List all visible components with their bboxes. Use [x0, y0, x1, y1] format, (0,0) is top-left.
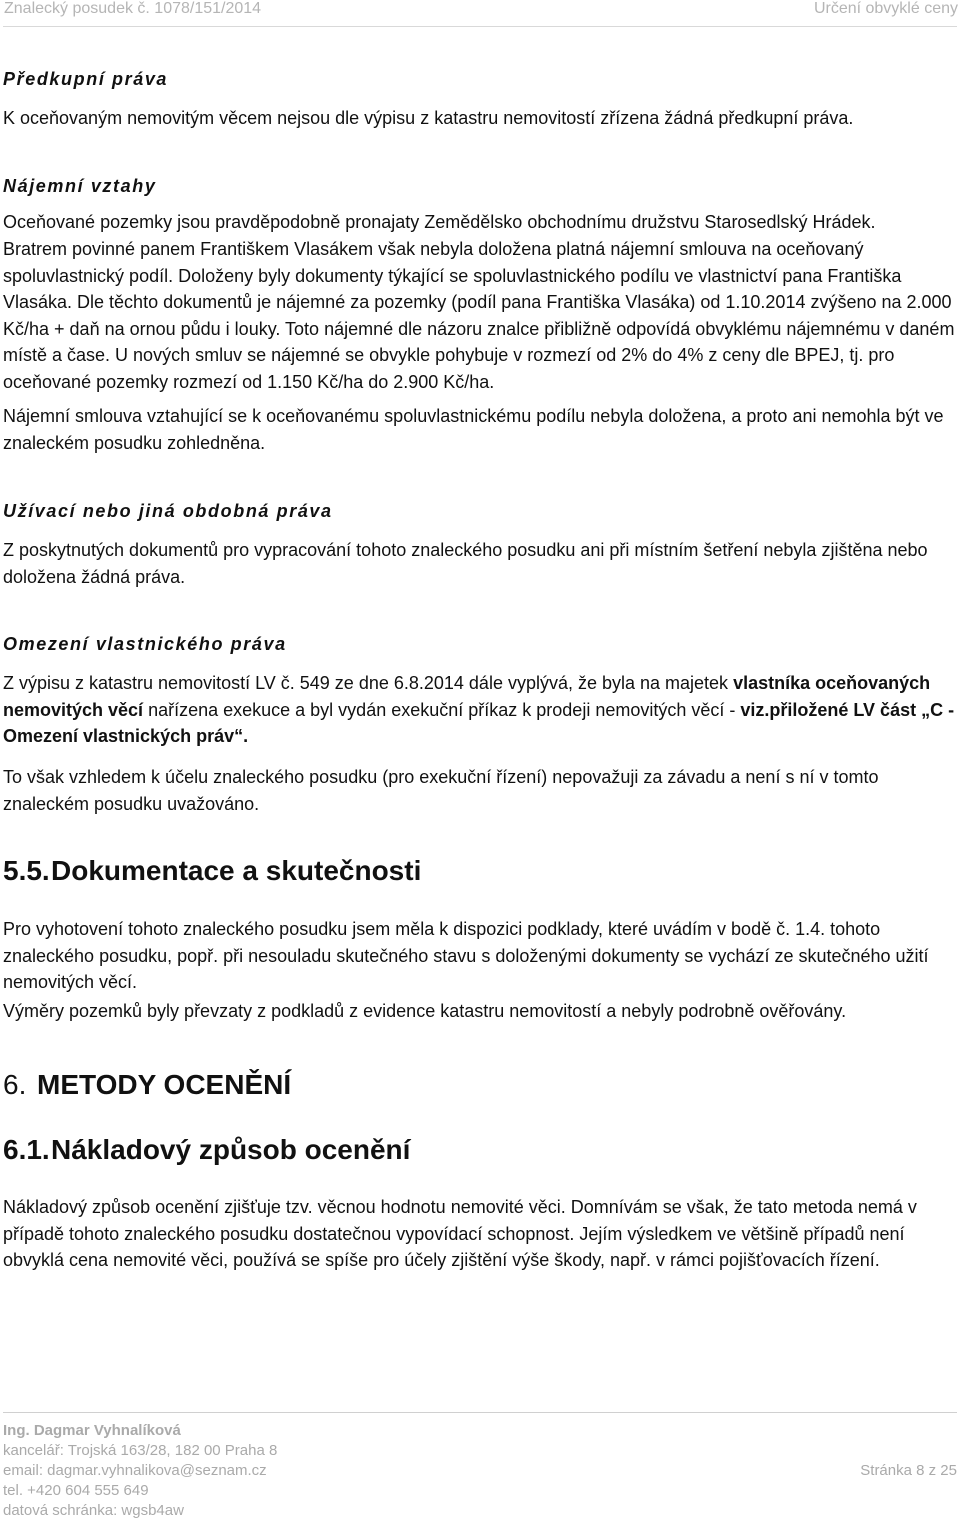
- paragraph-uzivaci-prava: Z poskytnutých dokumentů pro vypracování tohoto znaleckého posudku ani při místním šetření nebyla zjištěna nebo doložena žádná práva.: [3, 540, 928, 587]
- heading-uzivaci-prava: Užívací nebo jiná obdobná práva: [3, 501, 333, 521]
- paragraph-najemni-1: Oceňované pozemky jsou pravděpodobně pronajaty Zemědělsko obchodnímu družstvu Starosedlský Hrádek.: [3, 212, 876, 232]
- heading-dokumentace-title: Dokumentace a skutečnosti: [51, 855, 422, 886]
- page-footer: [3, 1421, 277, 1521]
- omezeni-text-a: Z výpisu z katastru nemovitostí LV č. 549 ze dne 6.8.2014 dále vyplývá, že byla na majetek: [3, 673, 734, 693]
- header-divider: [3, 26, 957, 27]
- footer-email: email: dagmar.vyhnalikova@seznam.cz: [3, 1462, 267, 1479]
- paragraph-omezeni-1: [3, 670, 957, 750]
- heading-metody-oceneni: [3, 1068, 291, 1102]
- footer-phone: tel. +420 604 555 649: [3, 1482, 149, 1499]
- heading-najemni-vztahy: Nájemní vztahy: [3, 176, 157, 196]
- footer-databox: datová schránka: wgsb4aw: [3, 1502, 184, 1519]
- paragraph-dokumentace-2: Výměry pozemků byly převzaty z podkladů z evidence katastru nemovitostí a nebyly podrobně ověřovány.: [3, 1001, 847, 1021]
- paragraph-najemni-2: Bratrem povinné panem Františkem Vlasákem však nebyla doložena platná nájemní smlouva na oceňovaný spoluvlastnický podíl. Doloženy byly dokumenty týkající se spoluvlastnického podílu ve vlastnictví pana Františka Vlasáka. Dle těchto dokumentů je nájemné za pozemky (podíl pana Františka Vlasáka) od 1.10.2014 zvýšeno na 2.000 Kč/ha + daň na ornou půdu i louky. Toto nájemné dle názoru znalce přibližně odpovídá obvyklému nájemnému v daném místě a čase. U nových smluv se nájemné se obvykle pohybuje v rozmezí od 2% do 4% z ceny dle BPEJ, tj. pro oceňované pozemky rozmezí od 1.150 Kč/ha do 2.900 Kč/ha.: [3, 239, 955, 392]
- paragraph-dokumentace-1: Pro vyhotovení tohoto znaleckého posudku jsem měla k dispozici podklady, které uvádím v bodě č. 1.4. tohoto znaleckého posudku, popř. při nesouladu skutečného stavu s doloženými dokumenty se vychází ze skutečného užití nemovitých věcí.: [3, 919, 929, 992]
- footer-divider: [3, 1412, 957, 1413]
- footer-page-number: Stránka 8 z 25: [860, 1462, 957, 1479]
- omezeni-text-ref: viz.přiložené LV část „C - Omezení vlastnických práv“.: [3, 699, 955, 746]
- heading-nakladovy-number: 6.1.: [3, 1134, 50, 1165]
- heading-omezeni-prava: Omezení vlastnického práva: [3, 634, 287, 654]
- heading-dokumentace-number: 5.5.: [3, 855, 50, 886]
- paragraph-omezeni-2: To však vzhledem k účelu znaleckého posudku (pro exekuční řízení) nepovažuji za závadu a není s ní v tomto znaleckém posudku uvažováno.: [3, 767, 879, 814]
- paragraph-predkupni-prava: K oceňovaným nemovitým věcem nejsou dle výpisu z katastru nemovitostí zřízena žádná předkupní práva.: [3, 108, 854, 128]
- footer-office: kancelář: Trojská 163/28, 182 00 Praha 8: [3, 1442, 278, 1459]
- page-header: [0, 0, 960, 22]
- paragraph-najemni-3: Nájemní smlouva vztahující se k oceňovanému spoluvlastnickému podílu nebyla doložena, a proto ani nemohla být ve znaleckém posudku zohledněna.: [3, 406, 944, 453]
- heading-dokumentace: [3, 854, 421, 888]
- heading-nakladovy-title: Nákladový způsob ocenění: [51, 1134, 411, 1165]
- heading-predkupni-prava: Předkupní práva: [3, 69, 169, 89]
- header-section-title: Určení obvyklé ceny: [813, 0, 958, 17]
- paragraph-nakladovy: Nákladový způsob ocenění zjišťuje tzv. věcnou hodnotu nemovité věci. Domnívám se však, že tato metoda nemá v případě tohoto znaleckého posudku dostatečnou vypovídací schopnost. Jejím výsledkem ve většině případů není obvyklá cena nemovité věci, používá se spíše pro účely zjištění výše škody, např. v rámci pojišťovacích řízení.: [3, 1197, 917, 1270]
- footer-author-name: Ing. Dagmar Vyhnalíková: [3, 1422, 181, 1439]
- heading-nakladovy-zpusob: [3, 1133, 410, 1167]
- heading-metody-title: METODY OCENĚNÍ: [37, 1069, 292, 1100]
- header-doc-title: Znalecký posudek č. 1078/151/2014: [4, 0, 262, 17]
- omezeni-text-owner: vlastníka oceňovaných nemovitých věcí: [3, 673, 931, 720]
- heading-metody-number: 6.: [3, 1069, 27, 1100]
- omezeni-text-c: nařízena exekuce a byl vydán exekuční příkaz k prodeji nemovitých věcí -: [143, 699, 741, 720]
